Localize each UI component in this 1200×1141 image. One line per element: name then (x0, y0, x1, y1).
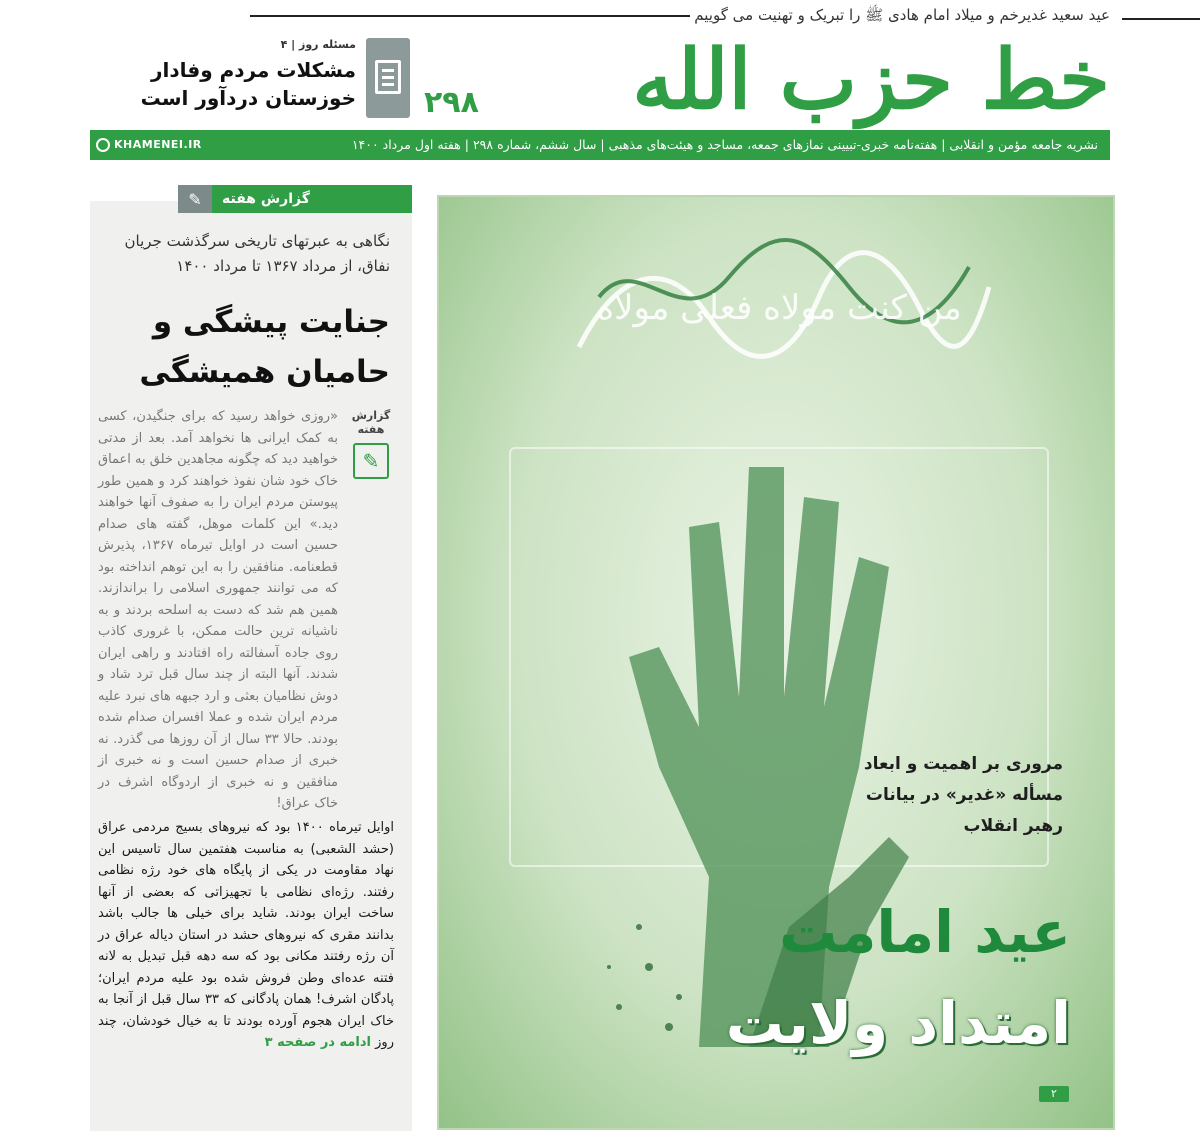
document-icon (366, 38, 410, 118)
article-headline[interactable]: جنایت پیشگی و حامیان همیشگی (139, 304, 390, 390)
column-body (90, 201, 412, 1131)
masthead (420, 34, 1110, 126)
info-band (90, 130, 1110, 160)
site-link-label: KHAMENEI.IR (114, 138, 202, 151)
weekly-report-column (90, 185, 412, 1131)
article-paragraph-2-text: اوایل تیرماه ۱۴۰۰ بود که نیروهای بسیج مردمی عراق (حشد الشعبی) به مناسبت هفتمین سال تاسیس این نهاد مقاومت در یکی از پایگاه های خود رژه نظامی رفتند. رژه‌ای نظامی با تجهیزاتی که بعضی از آنها ساخت ایران بودند. شاید برای خیلی ها جالب باشد بدانند مقری که نیروهای حشد در استان دیاله عراق در آن رژه رفتند مکانی بود که سه دهه قبل تبدیل به لانه فتنه عده‌ای وطن فروش شده بود علیه مردم ایران؛ پادگان اشرف! همان پادگانی که ۳۳ سال قبل از آنجا به خاک ایران هجوم آورده بودند تا به خیال خودشان، چند روز (98, 820, 394, 1050)
issue-number: ۲۹۸ (424, 85, 479, 120)
side-headline-kicker: مسئله روز | ۴ (280, 38, 356, 51)
globe-icon (96, 138, 110, 152)
continue-link[interactable]: ادامه در صفحه ۳ (264, 1035, 372, 1050)
article-kicker: نگاهی به عبرتهای تاریخی سرگذشت جریان نفاق، از مرداد ۱۳۶۷ تا مرداد ۱۴۰۰ (124, 232, 390, 275)
calligraphy-graphic (559, 227, 999, 377)
report-badge-label: گزارش هفته (351, 409, 391, 436)
top-rule-right (1122, 18, 1200, 20)
page-reference[interactable] (1039, 1086, 1069, 1102)
info-band-text: نشریه جامعه مؤمن و انقلابی | هفته‌نامه خبری-تبیینی نمازهای جمعه، مساجد و هیئت‌های مذهبی | سال ششم، شماره ۲۹۸ | هفته اول مرداد ۱۴۰۰ (351, 137, 1098, 152)
side-headline-title: مشکلات مردم وفادار خوزستان دردآور است (140, 58, 356, 110)
side-headline[interactable] (90, 36, 410, 120)
cover-subtitle: مروری بر اهمیت و ابعاد مسأله «غدیر» در بیانات رهبر انقلاب (863, 754, 1063, 836)
top-greeting-text: عید سعید غدیرخم و میلاد امام هادی ﷺ را تبریک و تهنیت می گوییم (694, 6, 1110, 24)
pen-icon: ✎ (353, 443, 389, 479)
report-badge (348, 409, 394, 479)
cover-title-line-2: امتداد ولایت (725, 989, 1071, 1057)
calligraphy-text: من کنت مولاه فعلی مولاه (596, 288, 962, 328)
column-tag (178, 185, 412, 213)
top-rule-left (250, 15, 690, 17)
article-paragraph-2 (98, 817, 394, 1054)
column-tag-label: گزارش هفته (222, 191, 310, 207)
cover-image[interactable] (437, 195, 1115, 1130)
top-greeting-line (232, 6, 1110, 28)
pen-icon: ✎ (178, 185, 212, 213)
cover-title-line-1: عید امامت (779, 898, 1071, 966)
newspaper-logo: خط حزب الله (632, 32, 1110, 128)
site-link[interactable] (96, 130, 202, 160)
page-reference-number: ۲ (1051, 1087, 1057, 1100)
article-paragraph-1: «روزی خواهد رسید که برای جنگیدن، کسی به کمک ایرانی ها نخواهد آمد. بعد از مدتی خواهید دید که چگونه مجاهدین خلق به اعماق خاک خود شان نفوذ خواهند کرد و همین طور پیوستن مردم ایران را به صفوف آنها خواهند دید.» این کلمات موهل، گفته های صدام حسین است در اوایل تیرماه ۱۳۶۷، پذیرش قطعنامه. منافقین را به این توهم انداخته بود که می توانند جمهوری اسلامی را براندازند. همین هم شد که دست به اسلحه بردند و به ناشیانه ترین حالت ممکن، با غروری کاذب روی جاده آسفالته راه افتادند و راهی ایران شدند. آنها البته از چند سال قبل ترد شاد و دوش نظامیان بعثی و ارد جبهه های نبرد علیه مردم ایران شده و عملا افسران صدام شده بودند. حالا ۳۳ سال از آن روزها می گذرد. نه خبری از صدام حسین است و نه خبری از منافقین و نه خبری از اردوگاه اشرف در خاک عراق! (97, 409, 338, 811)
